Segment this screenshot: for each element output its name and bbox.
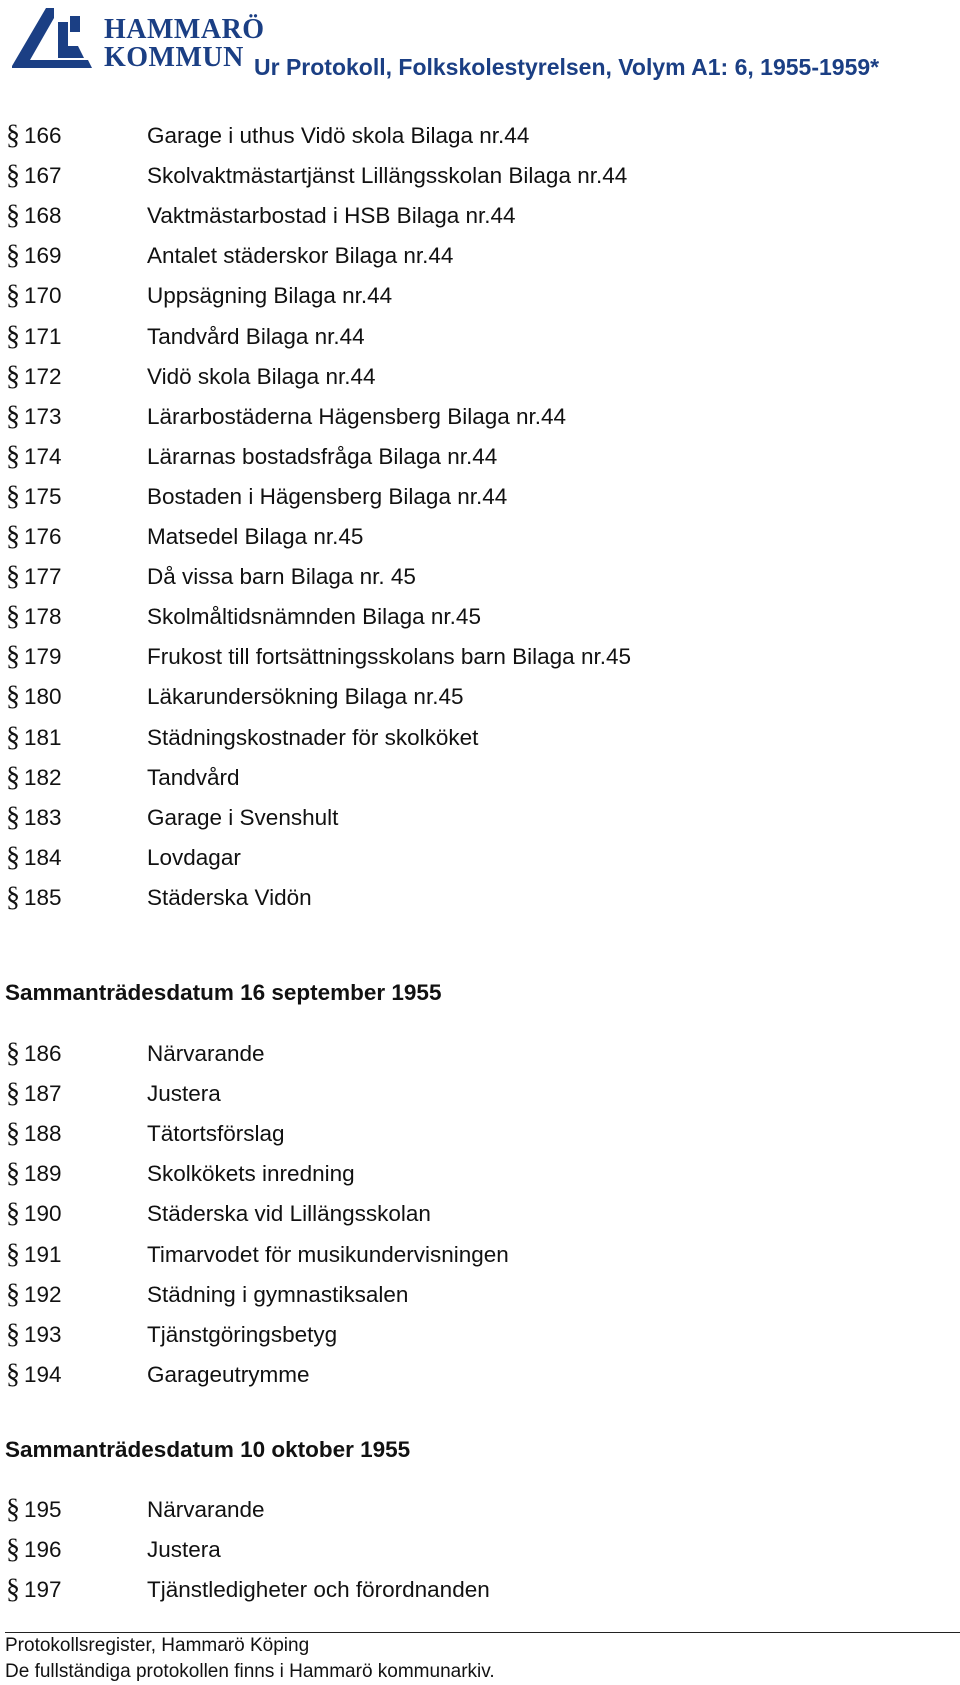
svg-text:§: § [6, 200, 20, 232]
item-text: Garage i uthus Vidö skola Bilaga nr.44 [147, 123, 530, 148]
section-sign-icon [2, 520, 24, 552]
section-sign-icon [2, 1318, 24, 1350]
item-number: 187 [24, 1081, 62, 1107]
svg-text:§: § [6, 120, 20, 151]
section-sign-icon [2, 1037, 24, 1069]
svg-text:§: § [6, 360, 20, 392]
item-number: 190 [24, 1201, 62, 1227]
svg-text:§: § [6, 1198, 20, 1230]
item-text: Matsedel Bilaga nr.45 [147, 524, 364, 549]
section-sign-icon [2, 320, 24, 352]
item-number: 182 [24, 764, 62, 790]
svg-text:§: § [6, 1534, 20, 1566]
section-sign-icon [2, 600, 24, 632]
item-number: 192 [24, 1281, 62, 1307]
section-sign-icon [2, 640, 24, 672]
svg-text:§: § [6, 440, 20, 472]
item-text: Närvarande [147, 1041, 265, 1066]
item-number: 169 [24, 243, 62, 269]
item-text: Justera [147, 1537, 221, 1563]
logo-text [104, 16, 265, 72]
svg-text:§: § [6, 881, 20, 913]
footer-line-1: Protokollsregister, Hammarö Köping [5, 1635, 310, 1656]
section-sign-icon [2, 680, 24, 712]
section-sign-icon [2, 1533, 24, 1565]
item-text: Timarvodet för musikundervisningen [147, 1241, 509, 1267]
section-sign-icon [2, 1238, 24, 1270]
svg-text:§: § [6, 561, 20, 593]
section-sign-icon [2, 1573, 24, 1605]
item-number: 196 [24, 1537, 62, 1563]
item-text: Tjänstgöringsbetyg [147, 1321, 338, 1347]
item-number: 195 [24, 1497, 62, 1522]
section-sign-icon [2, 1358, 24, 1390]
section-sign-icon [2, 279, 24, 311]
item-text: Skolkökets inredning [147, 1161, 355, 1187]
section-sign-icon [2, 801, 24, 833]
logo-mark-icon [8, 2, 104, 76]
svg-text:§: § [6, 721, 20, 753]
section-sign-icon [2, 560, 24, 592]
section-sign-icon [2, 1157, 24, 1189]
item-number: 172 [24, 363, 62, 389]
item-text: Städerska vid Lillängsskolan [147, 1201, 431, 1227]
item-text: Vaktmästarbostad i HSB Bilaga nr.44 [147, 203, 516, 229]
svg-text:§: § [6, 521, 20, 552]
item-number: 181 [24, 724, 62, 750]
logo-line-1: HAMMARÖ [104, 14, 265, 45]
section-sign-icon [2, 199, 24, 231]
svg-text:§: § [6, 681, 20, 713]
item-number: 188 [24, 1121, 62, 1147]
item-text: Antalet städerskor Bilaga nr.44 [147, 243, 454, 269]
item-number: 179 [24, 644, 62, 670]
item-text: Frukost till fortsättningsskolans barn Bilaga nr.45 [147, 644, 631, 670]
svg-text:§: § [6, 160, 20, 192]
item-number: 189 [24, 1161, 62, 1187]
item-text: Tandvård [147, 764, 240, 790]
page-header [0, 0, 960, 95]
item-text: Bostaden i Hägensberg Bilaga nr.44 [147, 483, 508, 509]
section-sign-icon [2, 159, 24, 191]
section-sign-icon [2, 1278, 24, 1310]
section-sign-icon [2, 440, 24, 472]
item-number: 166 [24, 123, 62, 148]
item-text: Skolmåltidsnämnden Bilaga nr.45 [147, 604, 481, 630]
item-number: 174 [24, 443, 62, 469]
item-text: Tätortsförslag [147, 1121, 285, 1147]
item-number: 184 [24, 844, 62, 870]
svg-text:§: § [6, 1078, 20, 1110]
item-text: Då vissa barn Bilaga nr. 45 [147, 564, 416, 590]
item-number: 178 [24, 604, 62, 630]
section-sign-icon [2, 360, 24, 392]
section-sign-icon [2, 1197, 24, 1229]
svg-text:§: § [6, 801, 20, 833]
svg-text:§: § [6, 1278, 20, 1310]
svg-text:§: § [6, 841, 20, 873]
section-sign-icon [2, 881, 24, 913]
section-sign-icon [2, 1117, 24, 1149]
item-text: Läkarundersökning Bilaga nr.45 [147, 684, 464, 710]
item-number: 194 [24, 1361, 62, 1387]
meeting-date-heading-1: Sammanträdesdatum 16 september 1955 [5, 980, 442, 1005]
item-number: 170 [24, 283, 62, 309]
footer-line-2: De fullständiga protokollen finns i Hammarö kommunarkiv. [5, 1661, 495, 1682]
item-number: 167 [24, 163, 62, 189]
svg-text:§: § [6, 400, 20, 432]
item-text: Garage i Svenshult [147, 804, 339, 830]
item-number: 180 [24, 684, 62, 710]
item-number: 186 [24, 1041, 62, 1066]
svg-text:§: § [6, 1494, 20, 1525]
item-text: Vidö skola Bilaga nr.44 [147, 363, 376, 389]
logo-line-2: KOMMUN [104, 42, 244, 73]
svg-text:§: § [6, 240, 20, 272]
item-number: 193 [24, 1321, 62, 1347]
svg-text:§: § [6, 761, 20, 793]
section-sign-icon [2, 841, 24, 873]
item-number: 168 [24, 203, 62, 229]
item-text: Tjänstledigheter och förordnanden [147, 1577, 490, 1603]
svg-text:§: § [6, 1038, 20, 1069]
footer-divider [5, 1632, 960, 1633]
item-number: 171 [24, 323, 62, 349]
item-text: Lärarnas bostadsfråga Bilaga nr.44 [147, 443, 498, 469]
item-text: Städning i gymnastiksalen [147, 1281, 409, 1307]
item-text: Lovdagar [147, 844, 241, 870]
svg-text:§: § [6, 1118, 20, 1150]
svg-text:§: § [6, 1238, 20, 1270]
section-sign-icon [2, 1077, 24, 1109]
section-sign-icon [2, 761, 24, 793]
item-number: 177 [24, 564, 62, 590]
item-text: Skolvaktmästartjänst Lillängsskolan Bilaga nr.44 [147, 163, 628, 189]
svg-text:§: § [6, 601, 20, 633]
item-number: 173 [24, 403, 62, 429]
item-text: Städerska Vidön [147, 884, 312, 910]
section-sign-icon [2, 239, 24, 271]
svg-text:§: § [6, 1358, 20, 1390]
meeting-date-heading-2: Sammanträdesdatum 10 oktober 1955 [5, 1437, 411, 1462]
item-text: Lärarbostäderna Hägensberg Bilaga nr.44 [147, 403, 567, 429]
item-text: Garageutrymme [147, 1361, 310, 1387]
section-sign-icon [2, 400, 24, 432]
section-sign-icon [2, 119, 24, 151]
svg-text:§: § [6, 1158, 20, 1190]
svg-text:§: § [6, 280, 20, 312]
document-title: Ur Protokoll, Folkskolestyrelsen, Volym A1: 6, 1955-1959* [254, 54, 880, 80]
item-number: 191 [24, 1241, 62, 1267]
item-number: 176 [24, 524, 62, 549]
section-sign-icon [2, 1493, 24, 1525]
svg-text:§: § [6, 641, 20, 673]
item-number: 175 [24, 483, 62, 509]
item-text: Städningskostnader för skolköket [147, 724, 479, 750]
section-sign-icon [2, 721, 24, 753]
item-number: 183 [24, 804, 62, 830]
item-text: Tandvård Bilaga nr.44 [147, 323, 365, 349]
item-number: 197 [24, 1577, 62, 1603]
item-text: Uppsägning Bilaga nr.44 [147, 283, 393, 309]
item-text: Justera [147, 1081, 221, 1107]
svg-text:§: § [6, 480, 20, 512]
hammaro-kommun-logo [8, 2, 265, 76]
svg-text:§: § [6, 1318, 20, 1350]
svg-text:§: § [6, 320, 20, 352]
svg-text:§: § [6, 1574, 20, 1606]
section-sign-icon [2, 480, 24, 512]
item-number: 185 [24, 884, 62, 910]
item-text: Närvarande [147, 1497, 265, 1522]
